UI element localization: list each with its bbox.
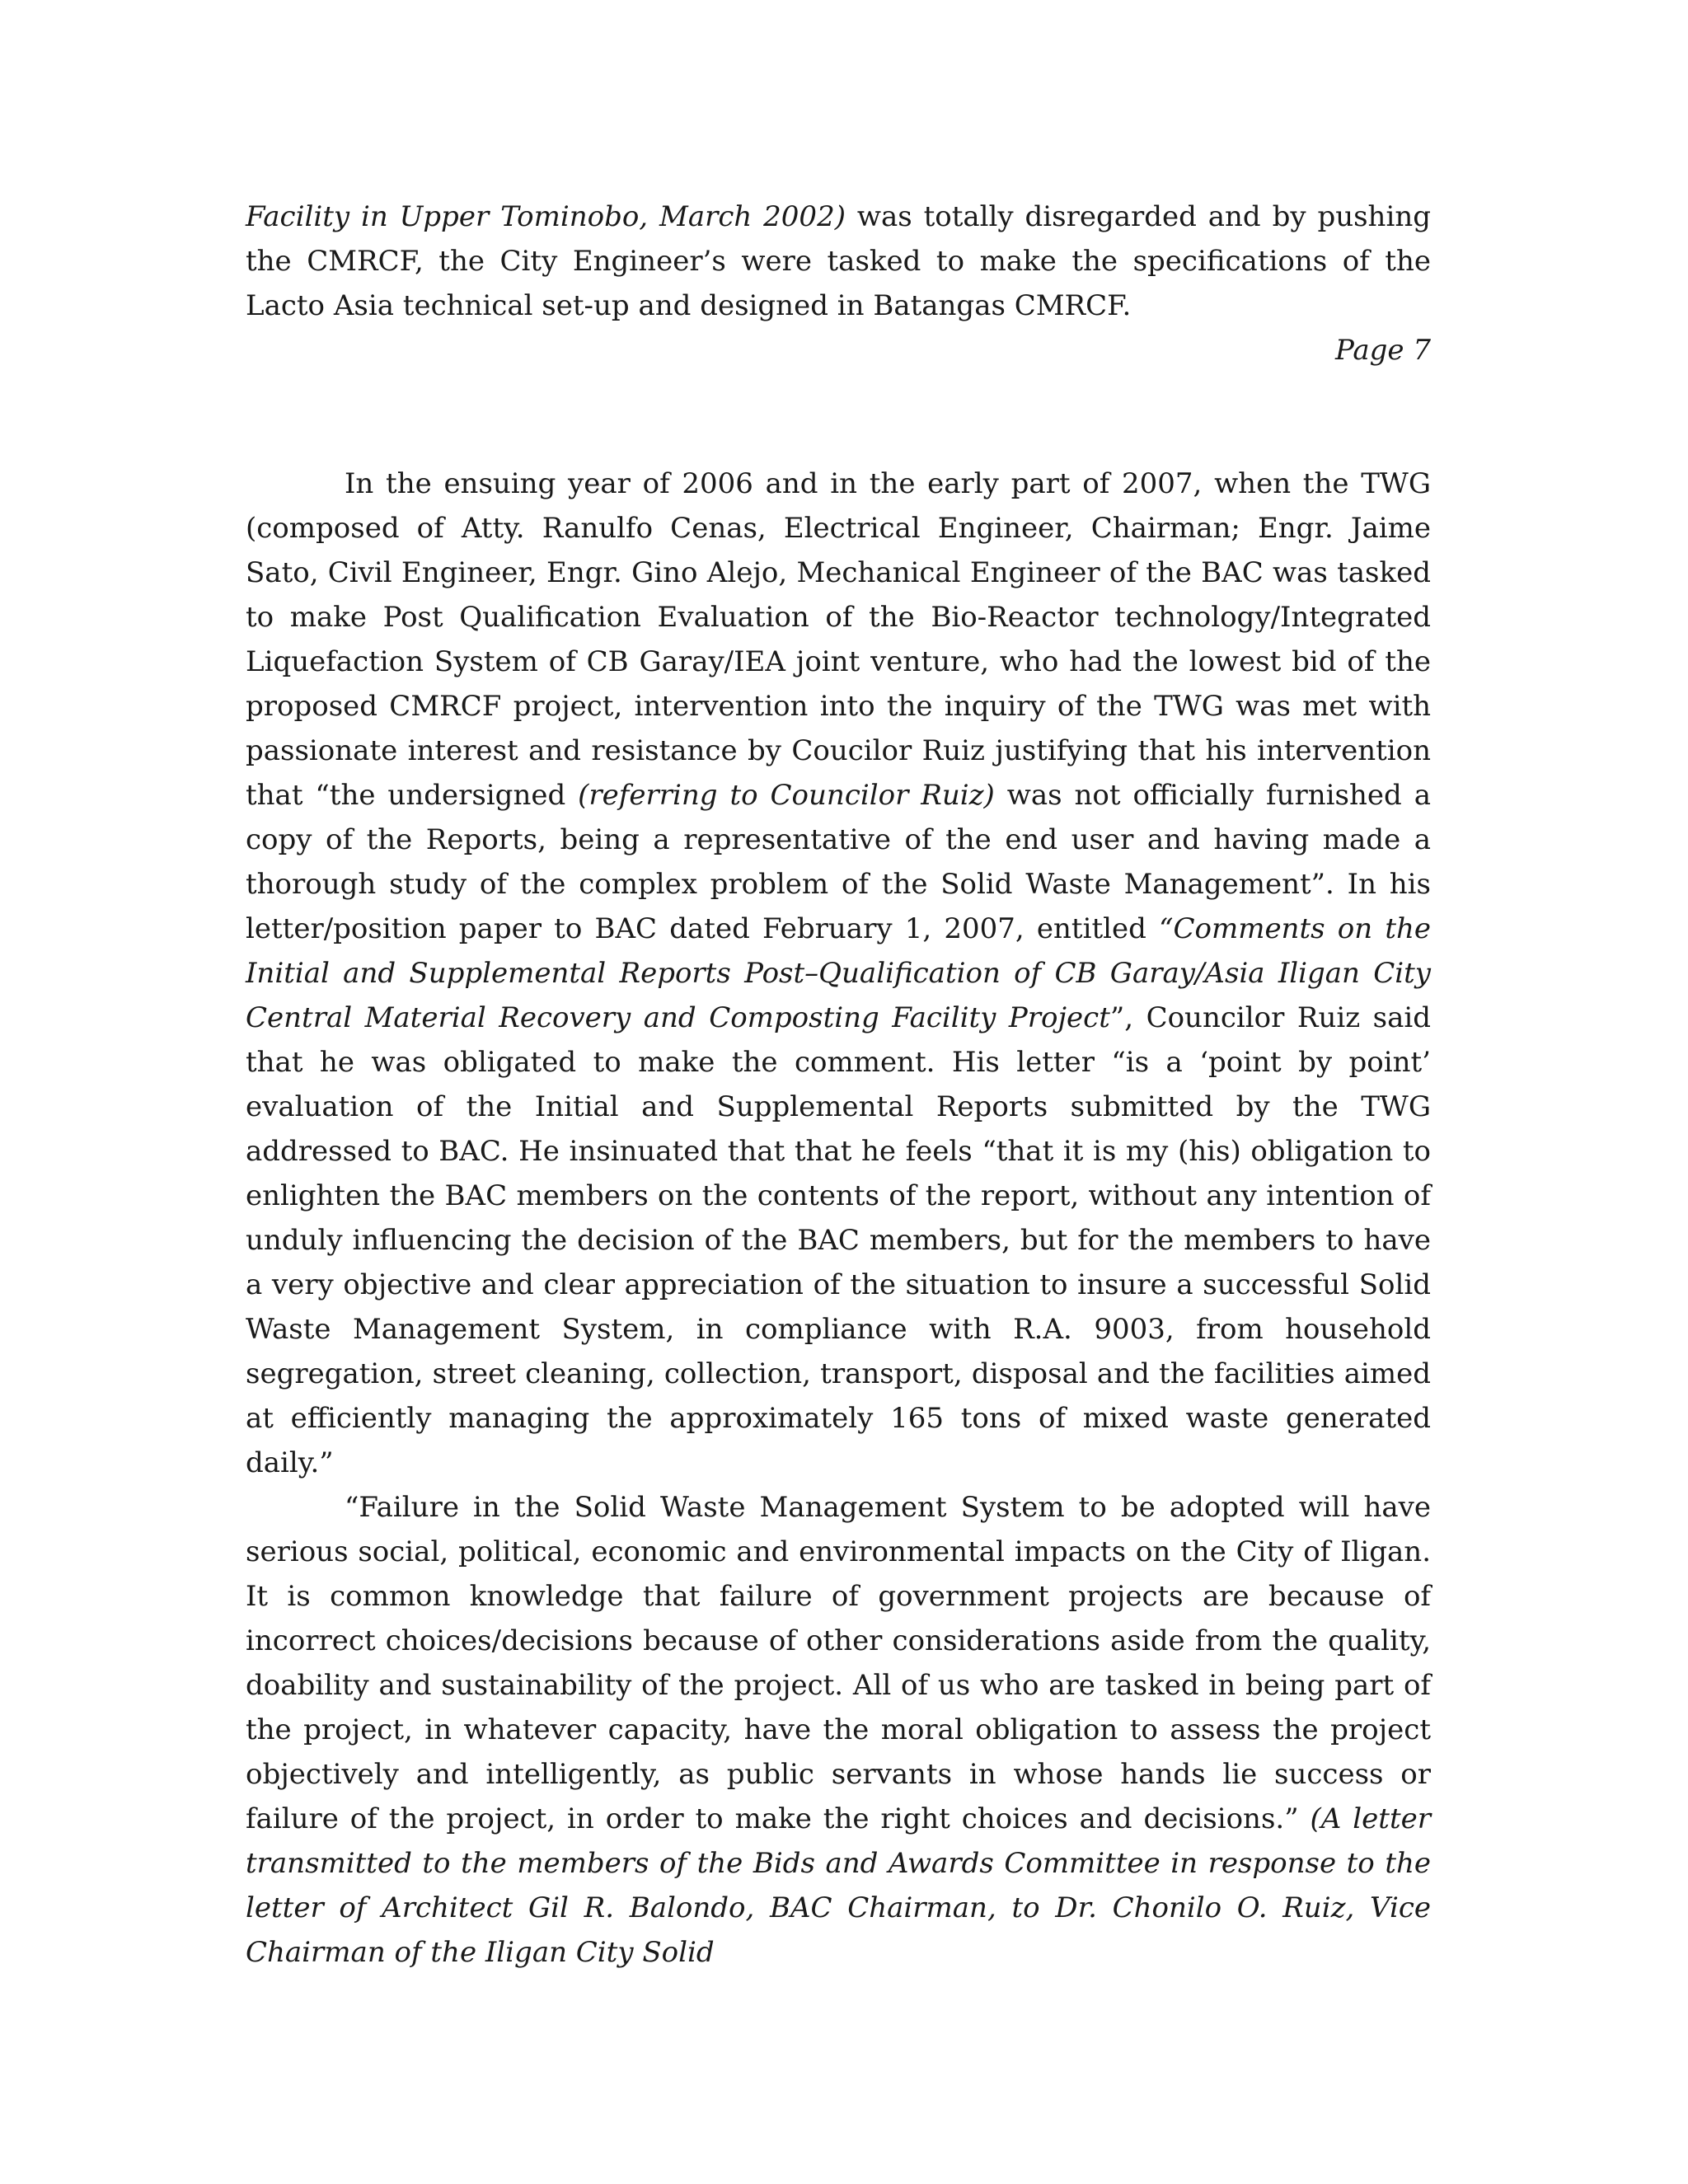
paragraph1-part1: In the ensuing year of 2006 and in the early part of 2007, when the TWG (composed of Atty. Ranulfo Cenas, Electrical Engineer, Chairman; Engr. Jaime Sato, Civil Engineer, Engr. Gino Alejo, Mechanical Engineer of the BAC was tasked to make Post Qualification Evaluation of the Bio-Reactor technology/Integrated Liquefaction System of CB Garay/IEA joint venture, who had the lowest bid of the proposed CMRCF project, intervention into the inquiry of the TWG was met with passionate interest and resistance by Coucilor Ruiz justifying that his intervention that “the undersigned [246, 467, 1431, 812]
paragraph-failure-quote [246, 1485, 1431, 1975]
page-number: Page 7 [1335, 334, 1431, 367]
continuation-text: was totally disregarded and by pushing the CMRCF, the City Engineer’s were tasked to make the specifications of the Lacto Asia technical set-up and designed in Batangas CMRCF. [246, 200, 1431, 322]
paragraph1-italic2: “Comments on the Initial and Supplemental Reports Post–Qualification of CB Garay/Asia Iligan City Central Material Recovery and Composting Facility Project [246, 912, 1432, 1034]
paragraph-twg-evaluation [246, 462, 1431, 1485]
paragraph2-italic: (A letter transmitted to the members of the Bids and Awards Committee in response to the letter of Architect Gil R. Balondo, BAC Chairman, to Dr. Chonilo O. Ruiz, Vice Chairman of the Iligan City Solid [246, 1802, 1431, 1969]
continuation-italic-lead: Facility in Upper Tominobo, March 2002) [246, 200, 846, 233]
paragraph2-text: “Failure in the Solid Waste Management System to be adopted will have serious social, political, economic and environmental impacts on the City of Iligan. It is common knowledge that failure of government projects are because of incorrect choices/decisions because of other considerations aside from the quality, doability and sustainability of the project. All of us who are tasked in being part of the project, in whatever capacity, have the moral obligation to assess the project objectively and intelligently, as public servants in whose hands lie success or failure of the project, in order to make the right choices and decisions.” [246, 1491, 1431, 1835]
continuation-paragraph [246, 194, 1431, 328]
paragraph1-part2: was not officially furnished a copy of the Reports, being a representative of the end user and having made a thorough study of the complex problem of the Solid Waste Management”. In his letter/position paper to BAC dated February 1, 2007, entitled [246, 779, 1431, 945]
paragraph1-italic1: (referring to Councilor Ruiz) [578, 779, 995, 812]
paragraph1-part3: ”, Councilor Ruiz said that he was obligated to make the comment. His letter “is a ‘point by point’ evaluation of the Initial and Supplemental Reports submitted by the TWG addressed to BAC. He insinuated that that he feels “that it is my (his) obligation to enlighten the BAC members on the contents of the report, without any intention of unduly influencing the decision of the BAC members, but for the members to have a very objective and clear appreciation of the situation to insure a successful Solid Waste Management System, in compliance with R.A. 9003, from household segregation, street cleaning, collection, transport, disposal and the facilities aimed at efficiently managing the approximately 165 tons of mixed waste generated daily.” [246, 1001, 1432, 1479]
